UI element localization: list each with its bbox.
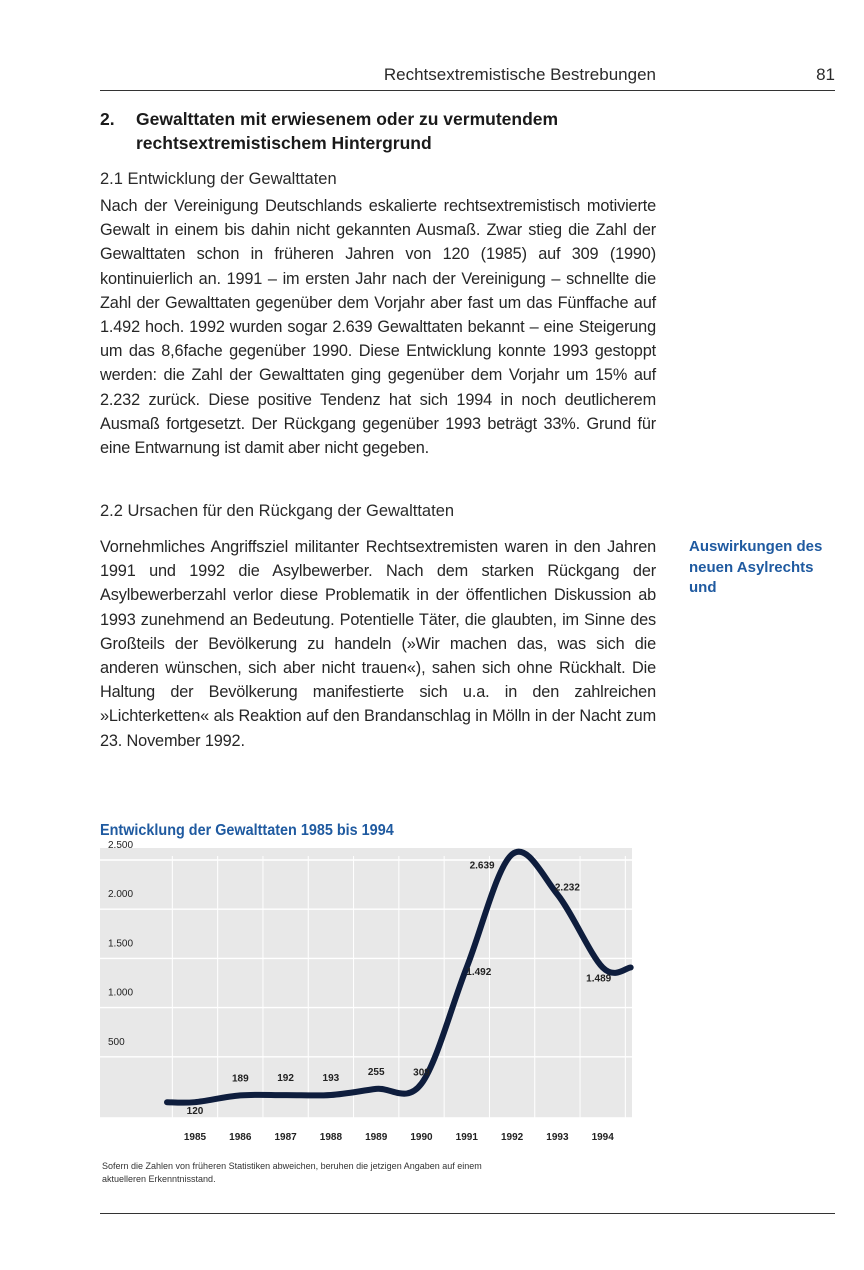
page-number: 81 — [816, 65, 835, 84]
bottom-rule — [100, 1213, 835, 1214]
running-header — [100, 64, 835, 91]
x-tick-label: 1993 — [546, 1132, 569, 1143]
x-tick-label: 1986 — [229, 1132, 252, 1143]
y-tick-label: 1.500 — [108, 938, 134, 950]
x-tick-label: 1994 — [591, 1132, 614, 1143]
data-label: 192 — [277, 1073, 294, 1085]
data-label: 2.639 — [469, 860, 495, 872]
data-label: 189 — [231, 1073, 249, 1085]
section-title: Gewalttaten mit erwiesenem oder zu vermutendem rechtsextremistischem Hintergrund — [136, 109, 559, 153]
subsection-heading-2: 2.2 Ursachen für den Rückgang der Gewalttaten — [100, 502, 455, 520]
x-tick-label: 1985 — [183, 1132, 207, 1143]
data-label: 309 — [413, 1067, 430, 1079]
y-tick-label: 1.000 — [108, 987, 134, 999]
x-tick-label: 1987 — [274, 1132, 297, 1143]
x-tick-label: 1990 — [410, 1132, 433, 1143]
data-label: 255 — [367, 1066, 385, 1078]
chart-footnote: Sofern die Zahlen von früheren Statistiken abweichen, beruhen die jetzigen Angaben auf einem aktuelleren Erkenntnisstand. — [102, 1161, 482, 1184]
y-tick-label: 2.500 — [108, 840, 134, 851]
y-tick-label: 500 — [108, 1036, 125, 1048]
running-title: Rechtsextremistische Bestrebungen — [383, 65, 656, 84]
line-chart — [100, 840, 632, 1152]
y-tick-label: 2.000 — [108, 889, 134, 901]
paragraph-2: Vornehmliches Angriffsziel militanter Rechtsextremisten waren in den Jahren 1991 und 1992 die Asylbewerber. Nach dem starken Rückgang der Asylbewerberzahl verlor diese Problematik in der öffentlichen Diskussion ab 1993 zunehmend an Bedeutung. Potentielle Täter, die glaubten, im Sinne des Großteils der Bevölkerung zu handeln (»Wir machen das, was sich die anderen wünschen, sich aber nicht trauen«), sahen sich ohne Rückhalt. Die Haltung der Bevölkerung manifestierte sich u.a. in den zahlreichen »Lichterketten« als Reaktion auf den Brandanschlag in Mölln in der Nacht zum 23. November 1992. — [100, 538, 656, 750]
x-tick-label: 1988 — [319, 1132, 343, 1143]
data-label: 2.232 — [554, 882, 580, 894]
x-tick-label: 1992 — [500, 1132, 524, 1143]
margin-note: Auswirkungen des neuen Asylrechts und — [689, 538, 823, 596]
data-label: 193 — [322, 1073, 340, 1085]
section-number: 2. — [100, 109, 115, 129]
data-label: 1.489 — [586, 973, 612, 985]
data-label: 120 — [186, 1106, 204, 1118]
x-tick-label: 1991 — [455, 1132, 478, 1143]
subsection-heading-1: 2.1 Entwicklung der Gewalttaten — [100, 170, 337, 188]
x-tick-label: 1989 — [365, 1132, 388, 1143]
chart-title: Entwicklung der Gewalttaten 1985 bis 1994 — [100, 822, 394, 839]
data-label: 1.492 — [466, 967, 492, 979]
paragraph-1: Nach der Vereinigung Deutschlands eskalierte rechtsextremistisch motivierte Gewalt in einem bis dahin nicht gekannten Ausmaß. Zwar stieg die Zahl der Gewalttaten schon in früheren Jahren von 120 (1985) auf 309 (1990) kontinuierlich an. 1991 – im ersten Jahr nach der Vereinigung – schnellte die Zahl der Gewalttaten gegenüber dem Vorjahr aber fast um das Fünffache auf 1.492 hoch. 1992 wurden sogar 2.639 Gewalttaten bekannt – eine Steigerung um das 8,6fache gegenüber 1990. Diese Entwicklung konnte 1993 gestoppt werden: die Zahl der Gewalttaten ging gegenüber dem Vorjahr um 15% auf 2.232 zurück. Diese positive Tendenz hat sich 1994 in noch deutlicherem Ausmaß fortgesetzt. Der Rückgang gegenüber 1993 beträgt 33%. Grund für eine Entwarnung ist damit aber nicht gegeben. — [100, 197, 656, 458]
